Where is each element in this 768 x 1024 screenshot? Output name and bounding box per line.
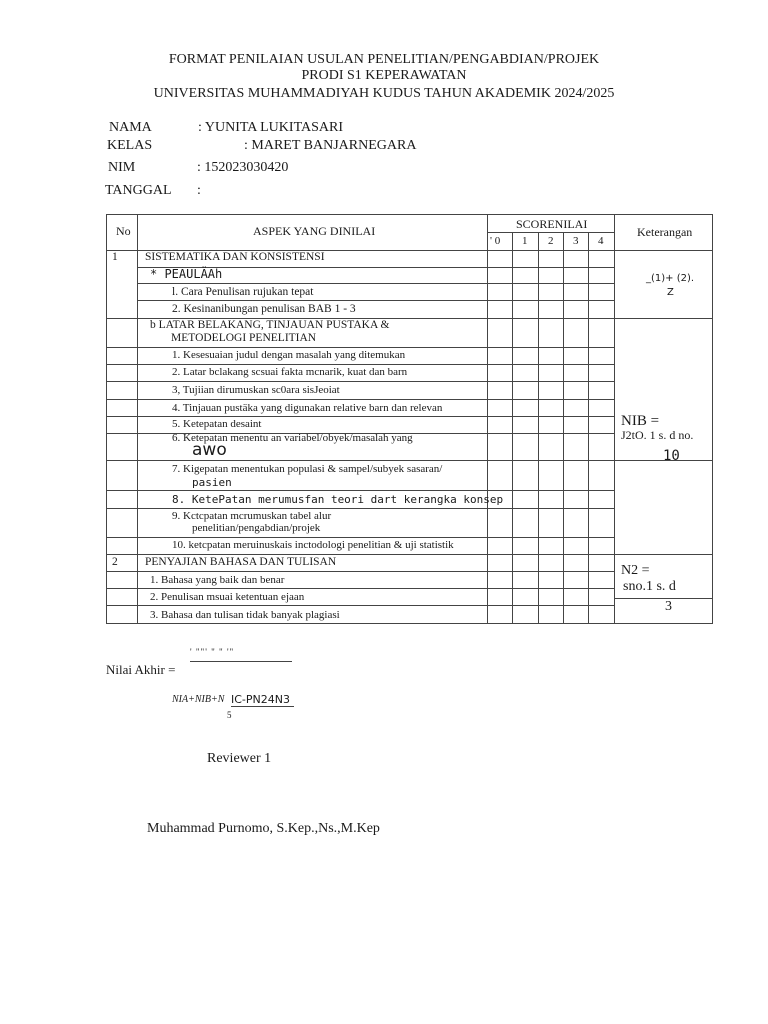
formula-denominator: 5 <box>227 710 232 720</box>
n2-label: N2 = <box>621 563 650 578</box>
nib-formula: J2tO. 1 s. d no. <box>621 428 694 442</box>
score-col-3: 3 <box>573 235 579 247</box>
section2-title: PENYAJIAN BAHASA DAN TULISAN <box>145 556 337 568</box>
item-b1: 1. Kesesuaian judul dengan masalah yang ditemukan <box>172 349 406 361</box>
table-border-right <box>712 214 713 623</box>
row-line <box>137 283 614 284</box>
col-header-keterangan: Keterangan <box>637 225 693 239</box>
nim-value: : 152023030420 <box>197 160 289 175</box>
subsection-b-title: b LATAR BELAKANG, TINJAUAN PUSTAKA & <box>150 319 390 331</box>
col-line <box>614 214 615 623</box>
nim-label: NIM <box>108 160 136 175</box>
reviewer-name: Muhammad Purnomo, S.Kep.,Ns.,M.Kep <box>147 821 380 836</box>
section1-title: SISTEMATIKA DAN KONSISTENSI <box>145 251 325 263</box>
subsection-a-title: * PEAULÄAh <box>150 267 223 281</box>
doc-title-line3: UNIVERSITAS MUHAMMADIYAH KUDUS TAHUN AKADEMIK 2024/2025 <box>153 86 615 101</box>
item-b9-line2: penelitian/pengabdian/projek <box>192 522 321 534</box>
item-b7: 7. Kigepatan menentukan populasi & sampel/subyek sasaran/ <box>172 463 443 475</box>
row-line <box>137 300 614 301</box>
nib-label: NIB = <box>621 413 660 429</box>
item-b4: 4. Tinjauan pustäka yang digunakan relative barn dan relevan <box>172 402 443 414</box>
doc-title-line1: FORMAT PENILAIAN USULAN PENELITIAN/PENGABDIAN/PROJEK <box>168 52 600 67</box>
col-line <box>487 214 488 623</box>
score-col-2: 2 <box>548 235 554 247</box>
item-b7-line2: pasien <box>192 476 232 489</box>
table-border-left <box>106 214 107 623</box>
n2-formula: sno.1 s. d <box>623 579 676 594</box>
item-s2-1: 1. Bahasa yang baik dan benar <box>150 574 285 586</box>
formula-numerator-left: NIA+NIB+N <box>172 694 225 705</box>
score-col-0: ' 0 <box>490 235 501 247</box>
item-a1: l. Cara Penulisan rujukan tepat <box>172 286 314 298</box>
col-line <box>137 214 138 623</box>
nib-value: 10 <box>663 448 680 464</box>
item-s2-2: 2. Penulisan msuai ketentuan ejaan <box>150 591 305 603</box>
item-b6: 6. Ketepatan menentu an variabel/obyek/masalah yang <box>172 432 413 444</box>
item-b9: 9. Kctcpatan mcrumuskan tabel alur <box>172 510 332 522</box>
col-header-no: No <box>116 224 131 238</box>
row-line <box>106 554 713 555</box>
score-col-1: 1 <box>522 235 528 247</box>
nama-label: NAMA <box>109 120 152 135</box>
col-header-aspek: ASPEK YANG DINILAI <box>253 224 376 238</box>
row-line <box>106 460 713 461</box>
item-b3: 3, Tujiian dirumuskan sc0ara sisJeoiat <box>172 384 340 396</box>
col-line <box>588 232 589 623</box>
score-header-divider <box>487 232 614 233</box>
item-b6-line2: awo <box>192 440 227 460</box>
item-b8: 8. KetePatan merumusfan teori dart kerangka konsep <box>172 493 504 506</box>
item-b5: 5. Ketepatan desaint <box>172 418 262 430</box>
subsection-b-title-line2: METODELOGI PENELITIAN <box>171 332 317 344</box>
doc-title-line2: PRODI S1 KEPERAWATAN <box>301 68 467 83</box>
table-border-bottom <box>106 623 713 624</box>
ket-formula-top: _(1)+ (2). <box>646 273 695 284</box>
row-line <box>614 598 713 599</box>
score-col-4: 4 <box>598 235 604 247</box>
reviewer-label: Reviewer 1 <box>207 751 272 766</box>
item-b2: 2. Latar bclakang scsuai fakta mcnarik, kuat dan barn <box>172 366 408 378</box>
col-line <box>538 232 539 623</box>
col-line <box>512 232 513 623</box>
item-s2-3: 3. Bahasa dan tulisan tidak banyak plagiasi <box>150 609 340 621</box>
kelas-value: : MARET BANJARNEGARA <box>244 138 417 153</box>
formula-numerator-right: IC-PN24N3 <box>231 693 294 707</box>
ket-formula-bottom: Z <box>667 287 674 298</box>
table-border-top <box>106 214 713 215</box>
section2-number: 2 <box>112 556 118 568</box>
kelas-label: KELAS <box>107 138 153 153</box>
col-header-score: SCORENILAI <box>516 217 588 231</box>
section1-number: 1 <box>112 251 118 263</box>
nama-value: : YUNITA LUKITASARI <box>198 120 344 135</box>
nilai-akhir-marks: ' ""' " " '" <box>190 647 292 662</box>
n2-value: 3 <box>665 599 672 614</box>
tanggal-label: TANGGAL <box>105 183 172 198</box>
item-a2: 2. Kesinanibungan penulisan BAB 1 - 3 <box>172 303 356 315</box>
tanggal-value: : <box>197 183 201 198</box>
item-b10: 10. ketcpatan meruinuskais inctodologi penelitian & uji statistik <box>172 539 454 551</box>
col-line <box>563 232 564 623</box>
nilai-akhir-label: Nilai Akhir = <box>106 662 176 677</box>
